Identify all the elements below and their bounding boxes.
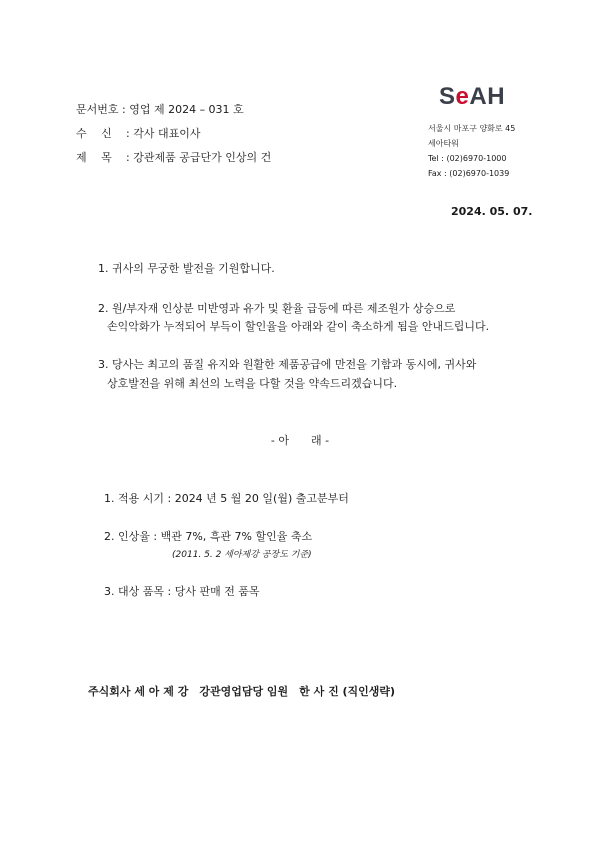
paragraph-2-line2: 손익악화가 누적되어 부득이 할인율을 아래와 같이 축소하게 됨을 안내드립니다. [107, 320, 490, 333]
doc-number: 문서번호 : 영업 제 2024 – 031 호 [76, 103, 244, 116]
recipient-value: : 각사 대표이사 [126, 127, 201, 140]
item-2: 2. 인상율 : 백관 7%, 흑관 7% 할인율 축소 [104, 530, 313, 543]
signature-line: 주식회사 세 아 제 강 강관영업담당 임원 한 사 진 (직인생략) [88, 685, 396, 698]
company-address [428, 121, 515, 181]
paragraph-2-line1: 2. 원/부자재 인상분 미반영과 유가 및 환율 급등에 따른 제조원가 상승으로 [98, 302, 456, 315]
address-fax: Fax : (02)6970-1039 [428, 169, 510, 178]
item-3: 3. 대상 품목 : 당사 판매 전 품목 [104, 585, 260, 598]
below-heading: - 아 래 - [270, 434, 330, 447]
logo-ah: AH [469, 83, 506, 110]
subject-label: 제 목 [76, 151, 112, 164]
paragraph-1: 1. 귀사의 무궁한 발전을 기원합니다. [98, 262, 275, 275]
recipient-label: 수 신 [76, 127, 112, 140]
subject-row [76, 149, 271, 165]
document-date: 2024. 05. 07. [451, 205, 533, 218]
logo-e: e [455, 83, 470, 110]
paragraph-3-line1: 3. 당사는 최고의 품질 유지와 원활한 제품공급에 만전을 기함과 동시에, 귀사와 [98, 358, 477, 371]
item-2-note: (2011. 5. 2 세아제강 공장도 기준) [172, 550, 312, 560]
recipient-row [76, 125, 200, 141]
paragraph-3-line2: 상호발전을 위해 최선의 노력을 다할 것을 약속드리겠습니다. [107, 377, 398, 390]
item-1: 1. 적용 시기 : 2024 년 5 월 20 일(월) 출고분부터 [104, 492, 349, 505]
logo-s: S [439, 83, 456, 110]
subject-value: : 강관제품 공급단가 인상의 건 [126, 151, 272, 164]
address-line1: 서울시 마포구 양화로 45 [428, 124, 516, 133]
address-tel: Tel : (02)6970-1000 [428, 154, 507, 163]
company-logo [439, 83, 505, 111]
address-line2: 세아타워 [428, 139, 459, 148]
